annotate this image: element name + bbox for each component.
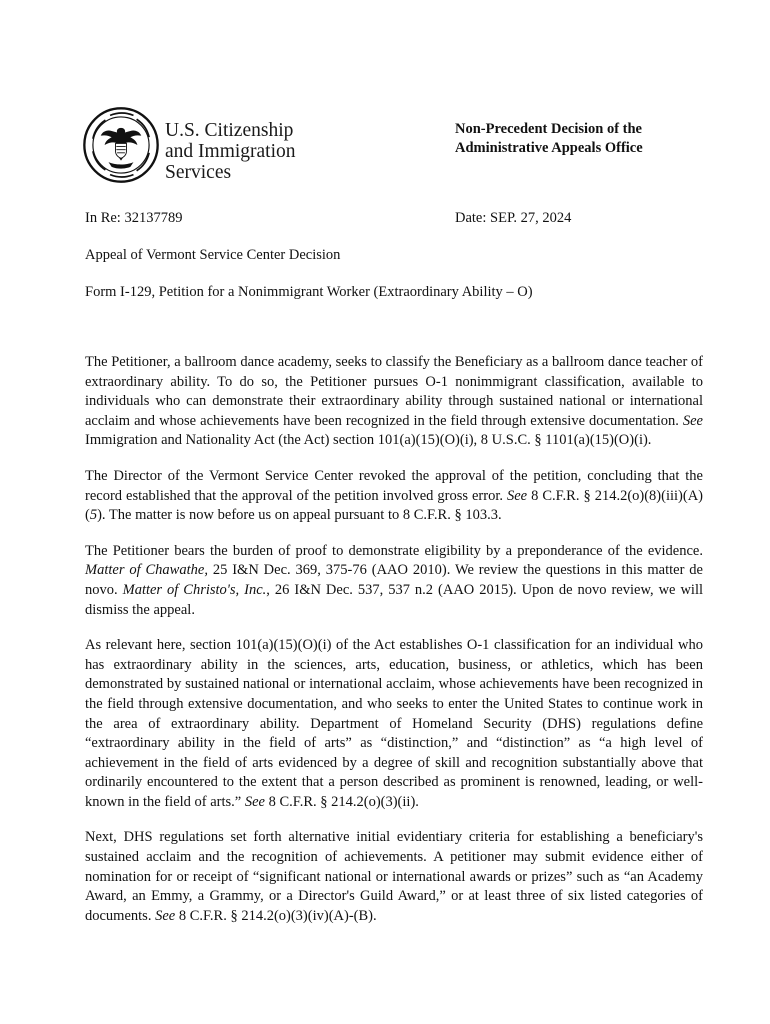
decision-line-1: Non-Precedent Decision of the: [455, 121, 642, 137]
paragraph-5: Next, DHS regulations set forth alternative initial evidentiary criteria for establishing a beneficiary's sustained acclaim and the recognition of achievements. A petitioner may submit evidence either of nomination for or receipt of “significant national or international awards or prizes” such as “an Academy Award, an Emmy, a Grammy, or a Director's Guild Award,” or at least three of six listed categories of documents. See 8 C.F.R. § 214.2(o)(3)(iv)(A)-(B).: [85, 829, 703, 924]
form-line: Form I-129, Petition for a Nonimmigrant Worker (Extraordinary Ability – O): [85, 284, 533, 300]
agency-line-1: U.S. Citizenship: [165, 120, 294, 141]
paragraph-4: As relevant here, section 101(a)(15)(O)(i) of the Act establishes O-1 classification for an individual who has extraordinary ability in the sciences, arts, education, business, or athletics, which has been demonstrated by sustained national or international acclaim, whose achievements have been recognized in the field through extensive documentation, and who seeks to enter the United States to continue work in the area of extraordinary ability. Department of Homeland Security (DHS) regulations define “extraordinary ability in the field of arts” as “distinction,” and “distinction” as “a high level of achievement in the field of arts evidenced by a degree of skill and recognition substantially above that ordinarily encountered to the extent that a person described as prominent is renowned, leading, or well-known in the field of arts.” See 8 C.F.R. § 214.2(o)(3)(ii).: [85, 637, 703, 810]
agency-name: [165, 120, 296, 183]
decision-date: Date: SEP. 27, 2024: [455, 210, 572, 226]
decision-title: [455, 120, 643, 158]
appeal-line: Appeal of Vermont Service Center Decision: [85, 247, 341, 263]
decision-body: [85, 353, 703, 942]
paragraph-3: The Petitioner bears the burden of proof to demonstrate eligibility by a preponderance of the evidence. Matter of Chawathe, 25 I&N Dec. 369, 375-76 (AAO 2010). We review the questions in this matter de novo. Matter of Christo's, Inc., 26 I&N Dec. 537, 537 n.2 (AAO 2015). Upon de novo review, we will dismiss the appeal.: [85, 542, 704, 618]
in-re-receipt: In Re: 32137789: [85, 210, 183, 226]
paragraph-1: The Petitioner, a ballroom dance academy, seeks to classify the Beneficiary as a ballroom dance teacher of extraordinary ability. To do so, the Petitioner pursues O-1 nonimmigrant classification, available to individuals who can demonstrate their extraordinary ability through sustained national or international acclaim and whose achievements have been recognized in the field through extensive documentation. See Immigration and Nationality Act (the Act) section 101(a)(15)(O)(i), 8 U.S.C. § 1101(a)(15)(O)(i).: [85, 354, 703, 449]
agency-line-2: and Immigration: [165, 141, 296, 162]
dhs-seal-icon: [82, 106, 160, 184]
agency-line-3: Services: [165, 162, 232, 183]
decision-line-2: Administrative Appeals Office: [455, 140, 643, 156]
paragraph-2: The Director of the Vermont Service Center revoked the approval of the petition, concluding that the record established that the approval of the petition involved gross error. See 8 C.F.R. § 214.2(o)(8)(iii)(A)(5). The matter is now before us on appeal pursuant to 8 C.F.R. § 103.3.: [85, 467, 703, 524]
